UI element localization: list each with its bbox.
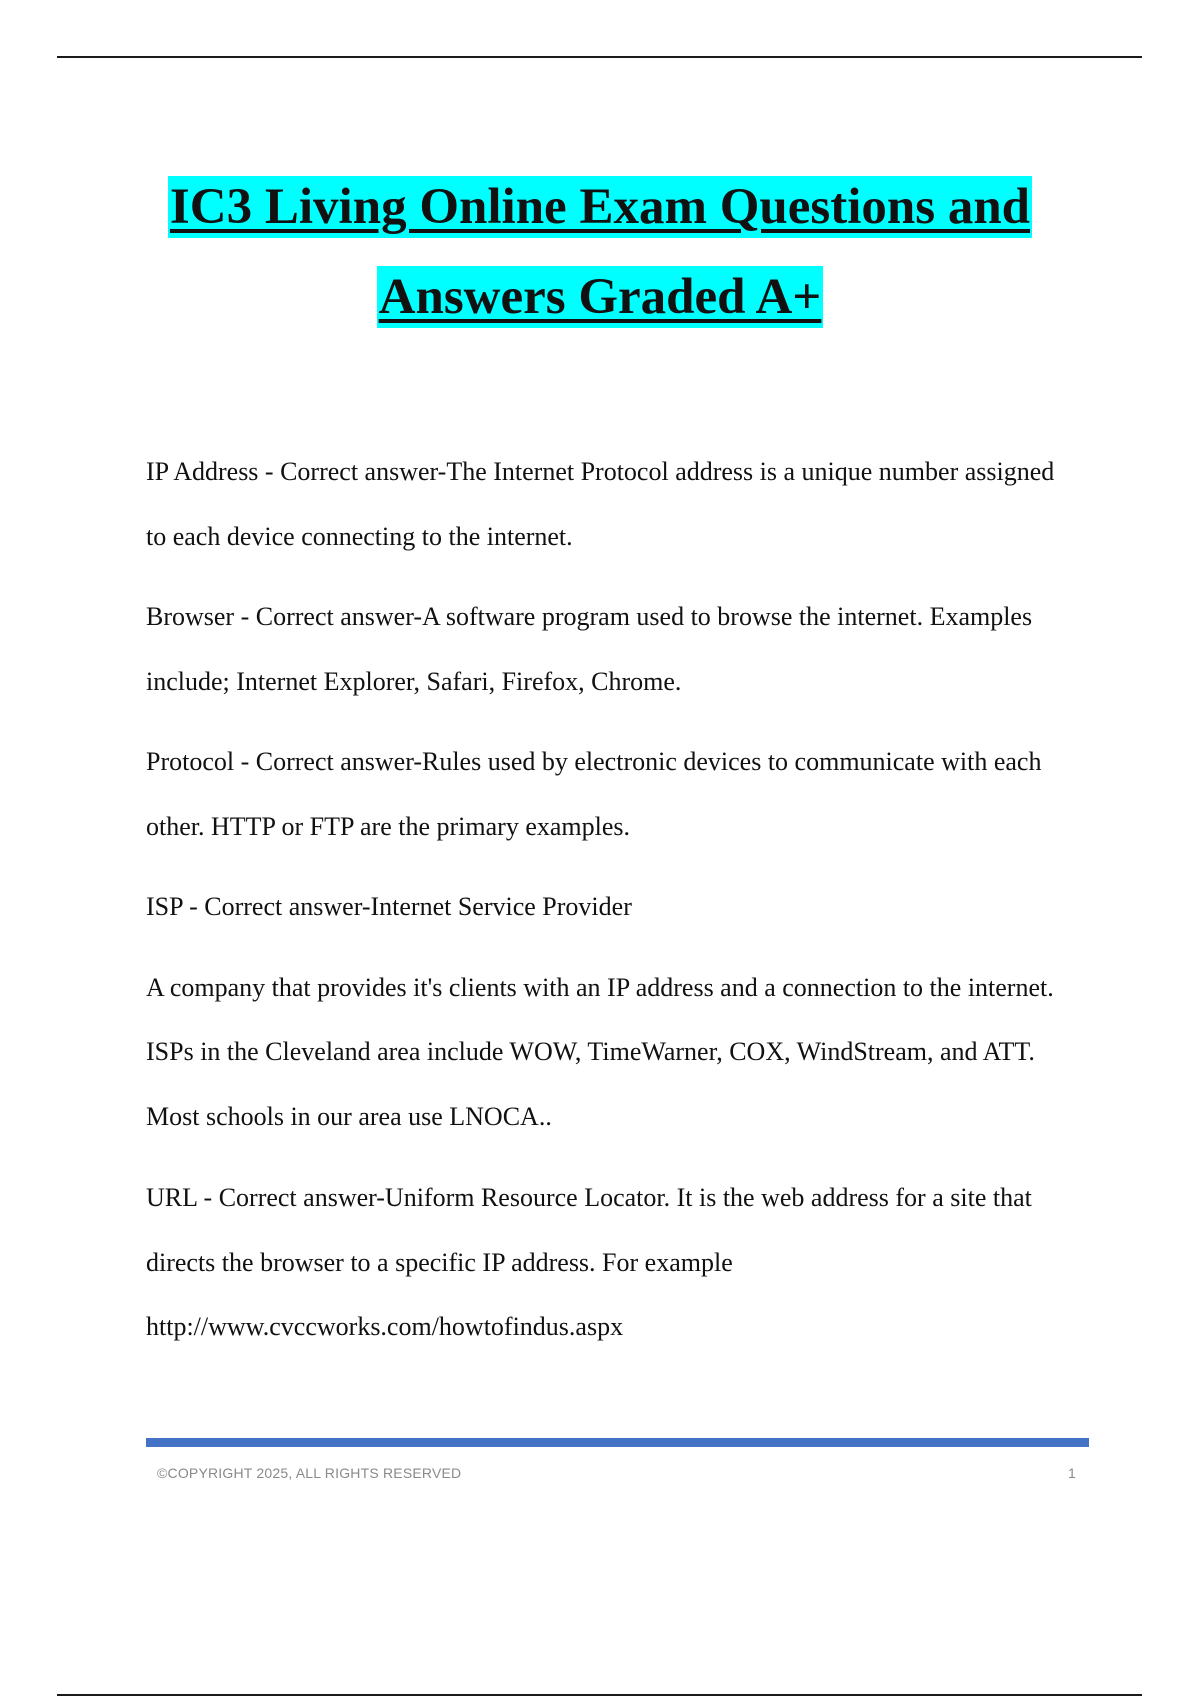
entry-ip-address: IP Address - Correct answer-The Internet Protocol address is a unique number assigned to each device connecting to the internet.: [146, 457, 1055, 551]
footer-bar: [146, 1438, 1089, 1447]
entry-isp-description: A company that provides it's clients with an IP address and a connection to the internet. ISPs in the Cleveland area include WOW, TimeWarner, COX, WindStream, and ATT. Most schools in our area use LNOCA..: [146, 972, 1054, 1131]
footer-copyright: ©COPYRIGHT 2025, ALL RIGHTS RESERVED: [157, 1465, 462, 1481]
entry-browser: Browser - Correct answer-A software program used to browse the internet. Examples include; Internet Explorer, Safari, Firefox, Chrome.: [146, 602, 1033, 696]
bottom-rule: [57, 1694, 1142, 1696]
title-line-2: Answers Graded A+: [377, 266, 824, 328]
entry-protocol: Protocol - Correct answer-Rules used by electronic devices to communicate with each other. HTTP or FTP are the primary examples.: [146, 747, 1042, 841]
page-number: 1: [1068, 1465, 1076, 1481]
title-line-1: IC3 Living Online Exam Questions and: [168, 176, 1032, 238]
top-rule: [57, 56, 1142, 58]
entry-isp: ISP - Correct answer-Internet Service Provider: [146, 892, 632, 921]
document-body: [146, 440, 1076, 1376]
entry-url: URL - Correct answer-Uniform Resource Locator. It is the web address for a site that directs the browser to a specific IP address. For example http://www.cvccworks.com/howtofindus.aspx: [146, 1183, 1032, 1341]
document-title: [0, 176, 1200, 328]
